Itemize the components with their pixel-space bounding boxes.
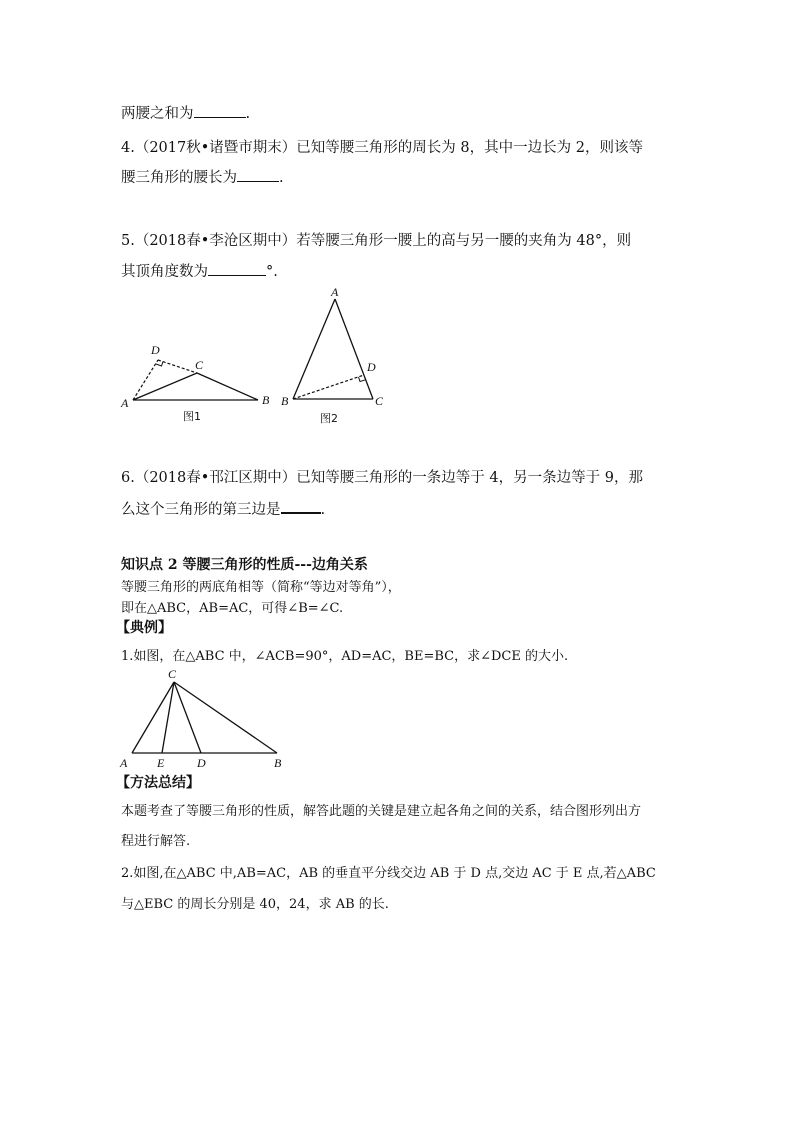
q4-line2 [121, 166, 284, 187]
q5-line2-text: 其顶角度数为 [121, 264, 208, 280]
fig3-side-cb [174, 682, 277, 753]
q4-answer-blank[interactable] [237, 169, 279, 182]
method-line2: 程进行解答. [121, 834, 191, 849]
q6-line1: 6.（2018春•邗江区期中）已知等腰三角形的一条边等于 4，另一条边等于 9，那 [121, 470, 643, 486]
fig2-label-b: B [281, 394, 289, 408]
kp2-desc-line2: 即在△ABC，AB=AC，可得∠B=∠C. [121, 601, 344, 616]
kp2-title: 知识点 2 等腰三角形的性质---边角关系 [121, 557, 368, 573]
fig1-caption: 图1 [183, 410, 201, 423]
fig2-label-d: D [367, 360, 376, 374]
q5-line1: 5.（2018春•李沧区期中）若等腰三角形一腰上的高与另一腰的夹角为 48°，则 [121, 233, 632, 249]
q4-period: . [279, 170, 284, 186]
q5-answer-blank[interactable] [208, 263, 266, 276]
q6-line2-text: 么这个三角形的第三边是 [121, 502, 281, 518]
example-2-line1: 2.如图,在△ABC 中,AB=AC，AB 的垂直平分线交边 AB 于 D 点,交边 AC 于 E 点,若△ABC [121, 866, 656, 881]
fig1-label-a: A [121, 396, 129, 410]
q3-tail-text: 两腰之和为 [121, 106, 194, 122]
q5-line2 [121, 260, 278, 281]
fig2-label-c: C [375, 394, 384, 408]
example-header: 【典例】 [116, 620, 172, 636]
fig2-caption: 图2 [320, 412, 338, 425]
fig1-label-c: C [195, 358, 204, 372]
fig3-label-e: E [157, 756, 165, 770]
method-header: 【方法总结】 [116, 775, 200, 791]
fig1-side-cb [197, 373, 258, 400]
q5-degree-end: °. [266, 264, 278, 280]
q6-answer-blank[interactable] [281, 500, 321, 514]
fig1-label-b: B [262, 393, 270, 407]
figure-1 [110, 340, 280, 425]
method-line1: 本题考查了等腰三角形的性质，解答此题的关键是建立起各角之间的关系，结合图形列出方 [121, 804, 642, 819]
fig3-label-a: A [120, 756, 128, 770]
figure-2 [278, 285, 398, 428]
q3-tail-line [121, 102, 250, 123]
q4-line2-text: 腰三角形的腰长为 [121, 170, 237, 186]
fig2-altitude-bd [293, 375, 364, 399]
fig1-altitude-ad [133, 360, 158, 400]
fig1-label-d: D [151, 343, 160, 357]
kp2-desc-line1: 等腰三角形的两底角相等（简称“等边对等角”）， [121, 580, 401, 595]
fig3-label-c: C [168, 667, 177, 681]
q3-answer-blank[interactable] [194, 105, 246, 118]
fig2-side-ac [335, 299, 373, 399]
fig3-label-d: D [197, 756, 206, 770]
fig1-extension-dc [158, 360, 197, 373]
fig1-right-angle-mark [156, 362, 163, 367]
fig2-label-a: A [331, 285, 339, 299]
q6-line2 [121, 498, 325, 519]
fig1-side-ac [133, 373, 197, 400]
q6-period: . [320, 502, 326, 518]
example-1-text: 1.如图，在△ABC 中，∠ACB=90°，AD=AC，BE=BC，求∠DCE 的大小. [121, 649, 569, 664]
figure-3 [112, 666, 302, 772]
fig2-side-ab [293, 299, 335, 399]
q4-line1: 4.（2017秋•诸暨市期末）已知等腰三角形的周长为 8，其中一边长为 2，则该等 [121, 140, 643, 156]
fig3-segment-cd [174, 682, 201, 753]
fig3-label-b: B [274, 756, 282, 770]
example-2-line2: 与△EBC 的周长分别是 40，24，求 AB 的长. [121, 897, 389, 912]
q3-period: . [245, 106, 251, 122]
